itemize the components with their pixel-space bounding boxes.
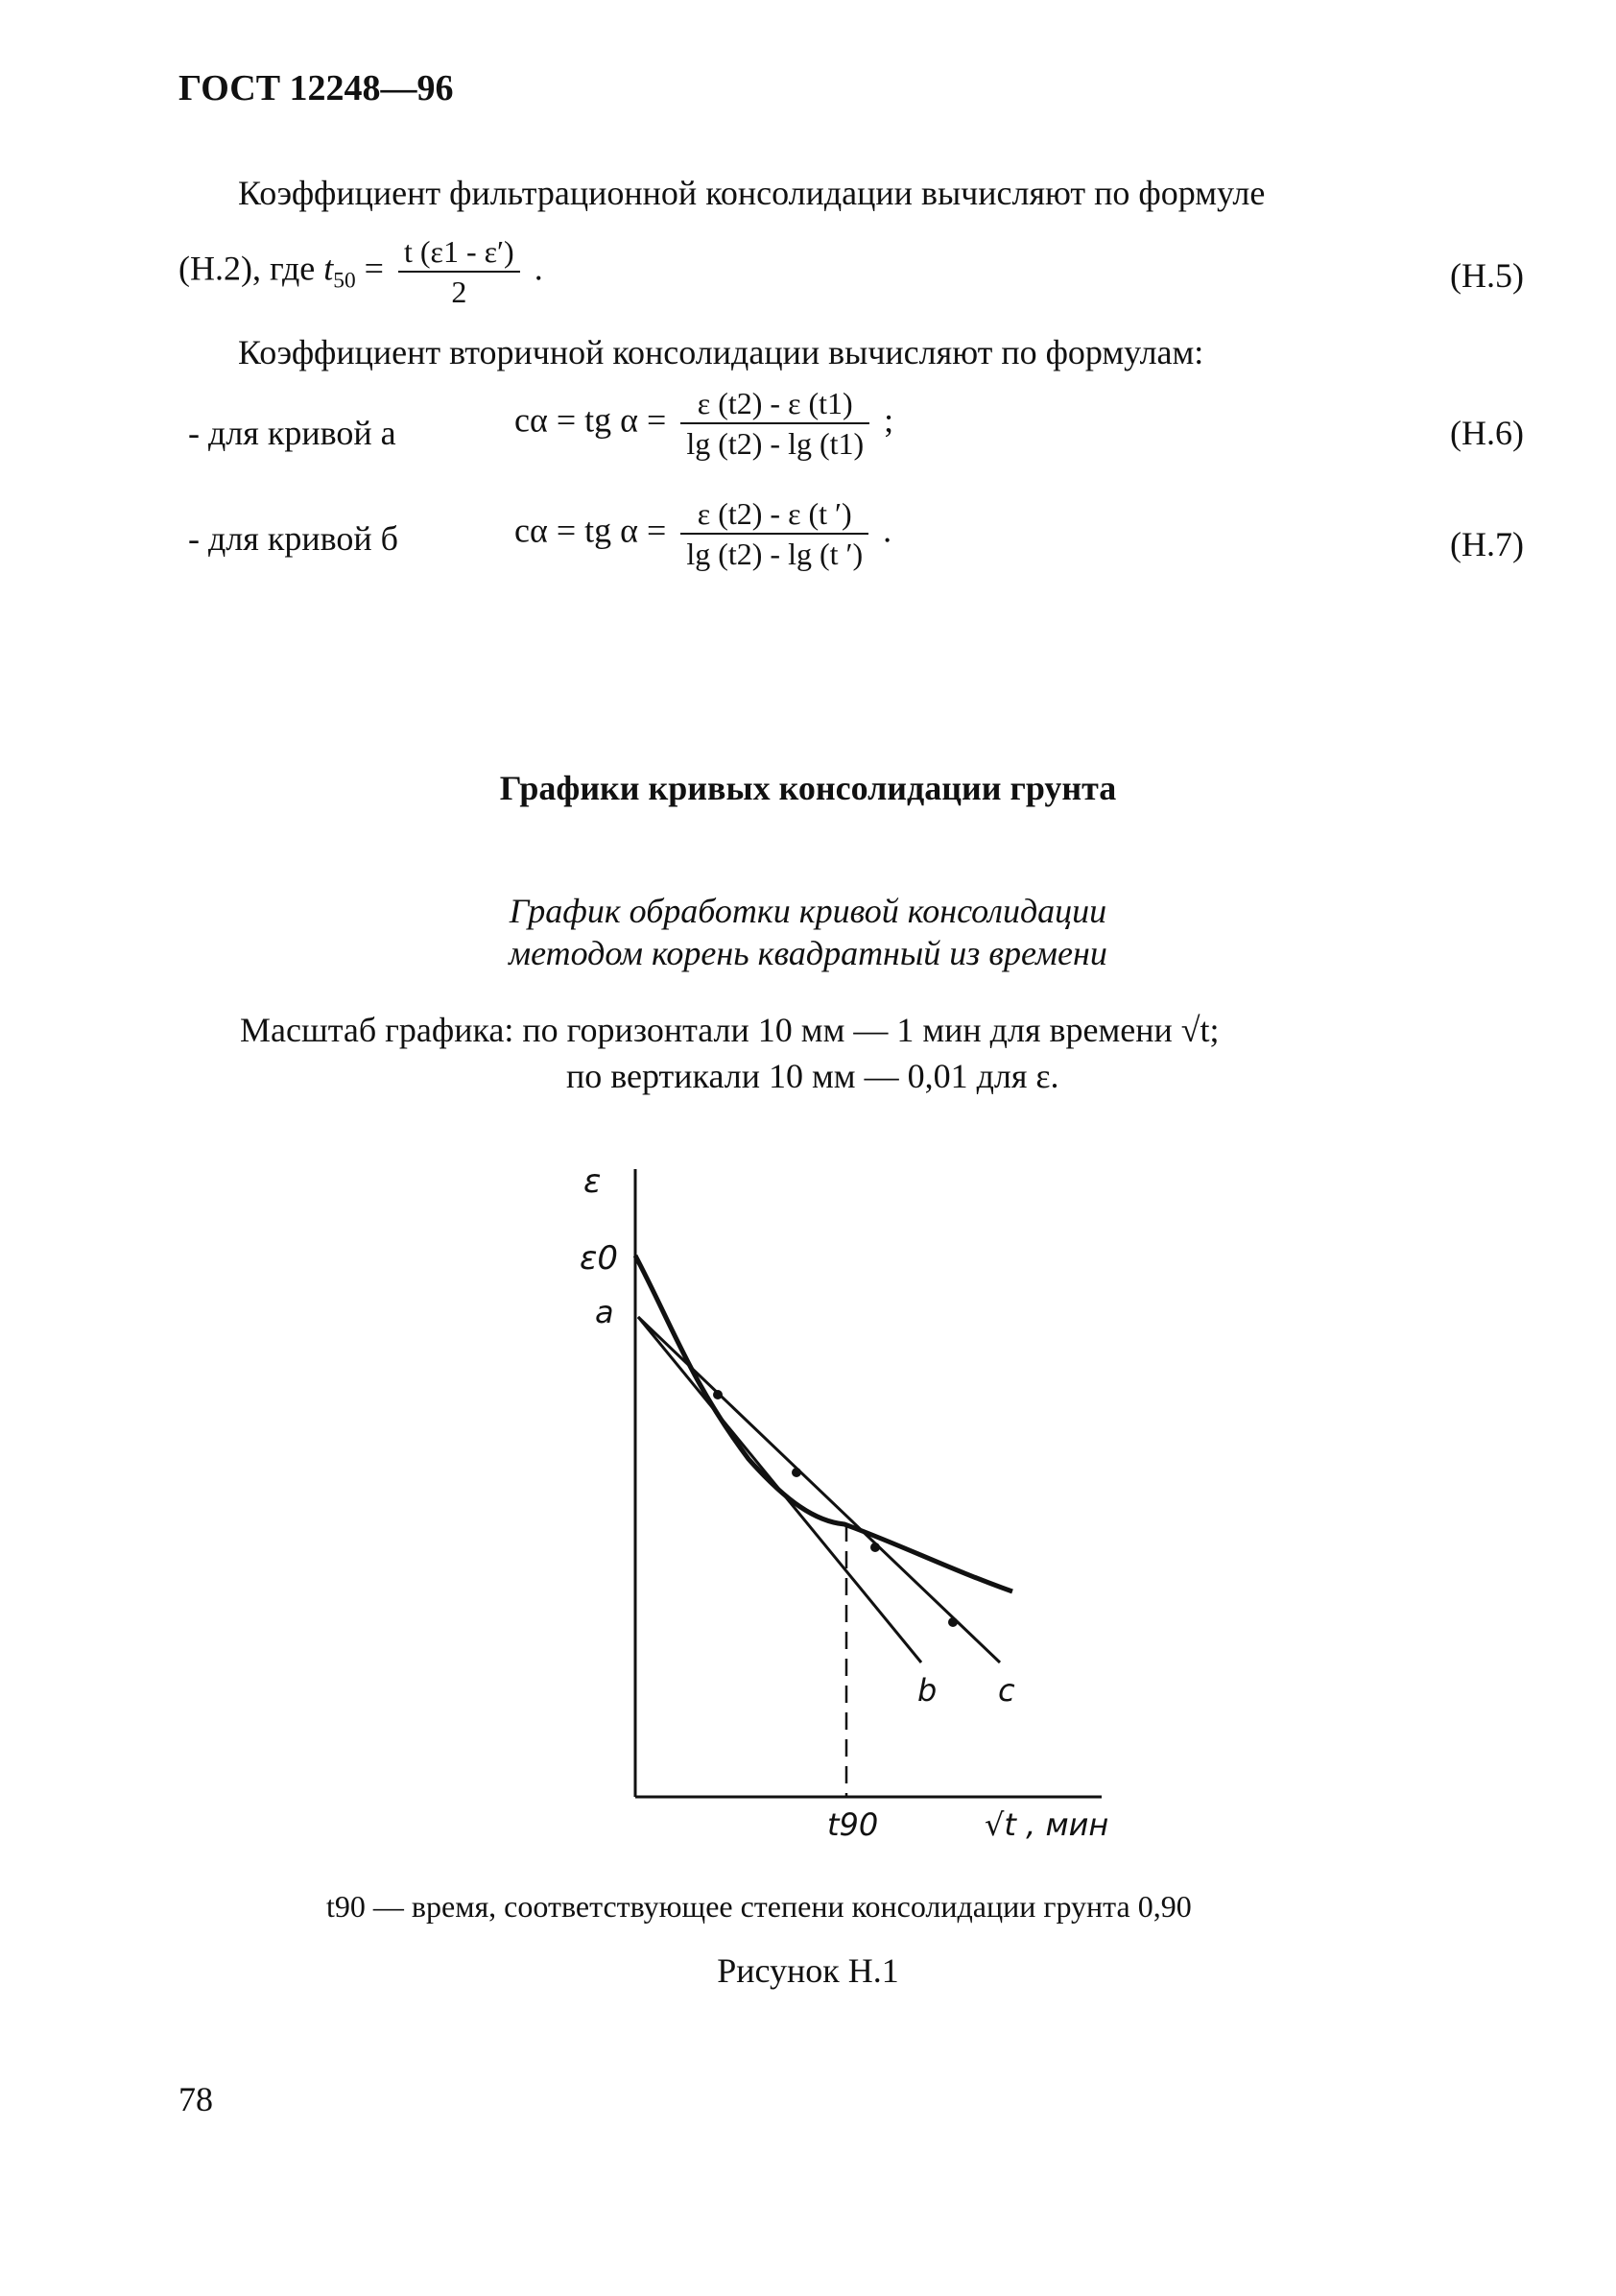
curve-point [870, 1543, 880, 1552]
line-c-label: c [998, 1672, 1015, 1709]
y-axis-label: ε [583, 1162, 602, 1201]
figure-label: Рисунок Н.1 [717, 1951, 899, 1990]
c-alpha-lhs-n6: cα = tg α = [514, 400, 667, 440]
formula-n7-end: . [883, 511, 892, 550]
t50-subscript: 50 [333, 268, 356, 294]
curve-point [713, 1390, 723, 1399]
subtitle-line-2: методом корень квадратный из времени [509, 934, 1107, 972]
scale-line-1: Масштаб графика: по горизонтали 10 мм — 1 мин для времени √t; [240, 1011, 1220, 1049]
t50-denominator: 2 [451, 275, 467, 309]
subtitle-line-1: График обработки кривой консолидации [509, 892, 1107, 930]
c-alpha-lhs-n7: cα = tg α = [514, 511, 667, 550]
equation-number-n6: (Н.6) [1450, 414, 1524, 452]
page-number: 78 [178, 2080, 213, 2118]
equation-number-n5: (Н.5) [1450, 256, 1524, 295]
consolidation-curve [635, 1256, 1012, 1591]
line-b-label: b [917, 1672, 938, 1709]
scale-line-2: по вертикали 10 мм — 0,01 для ε. [566, 1057, 1059, 1095]
secondary-paragraph: Коэффициент вторичной консолидации вычисляют по формулам: [238, 333, 1204, 371]
curve-b-label: - для кривой б [188, 519, 398, 558]
line-c [638, 1317, 1000, 1662]
n7-numerator: ε (t2) - ε (t ′) [680, 494, 868, 535]
a-label: a [595, 1294, 614, 1330]
document-header: ГОСТ 12248—96 [178, 68, 454, 108]
formula-n6-end: ; [884, 400, 894, 440]
formula-n5-prefix: (Н.2), где [178, 249, 324, 288]
eps0-label: ε0 [580, 1239, 619, 1278]
tangent-line-b [638, 1317, 921, 1662]
equation-number-n7: (Н.7) [1450, 525, 1524, 563]
filtration-paragraph: Коэффициент фильтрационной консолидации вычисляют по формуле [238, 174, 1266, 212]
curve-point [792, 1468, 801, 1477]
n6-numerator: ε (t2) - ε (t1) [680, 384, 869, 424]
formula-n5: (Н.2), где $t_{50}$ = $\frac{t (\varepsilon 1 - \varepsilon')}{2}$ . [178, 234, 543, 309]
curve-a-label: - для кривой а [188, 414, 396, 452]
formula-n5-end: . [534, 249, 543, 288]
section-title: Графики кривых консолидации грунта [499, 769, 1117, 807]
t50-symbol: t [323, 249, 334, 288]
n6-denominator: lg (t2) - lg (t1) [686, 426, 865, 461]
t50-numerator: t (ε1 - ε′) [398, 232, 520, 273]
n7-denominator: lg (t2) - lg (t ′) [686, 537, 864, 571]
figure-caption: t90 — время, соответствующее степени консолидации грунта 0,90 [326, 1889, 1192, 1924]
x-axis-label: √t , мин [985, 1806, 1109, 1843]
curve-point [948, 1617, 958, 1627]
t90-label: t90 [827, 1806, 879, 1843]
